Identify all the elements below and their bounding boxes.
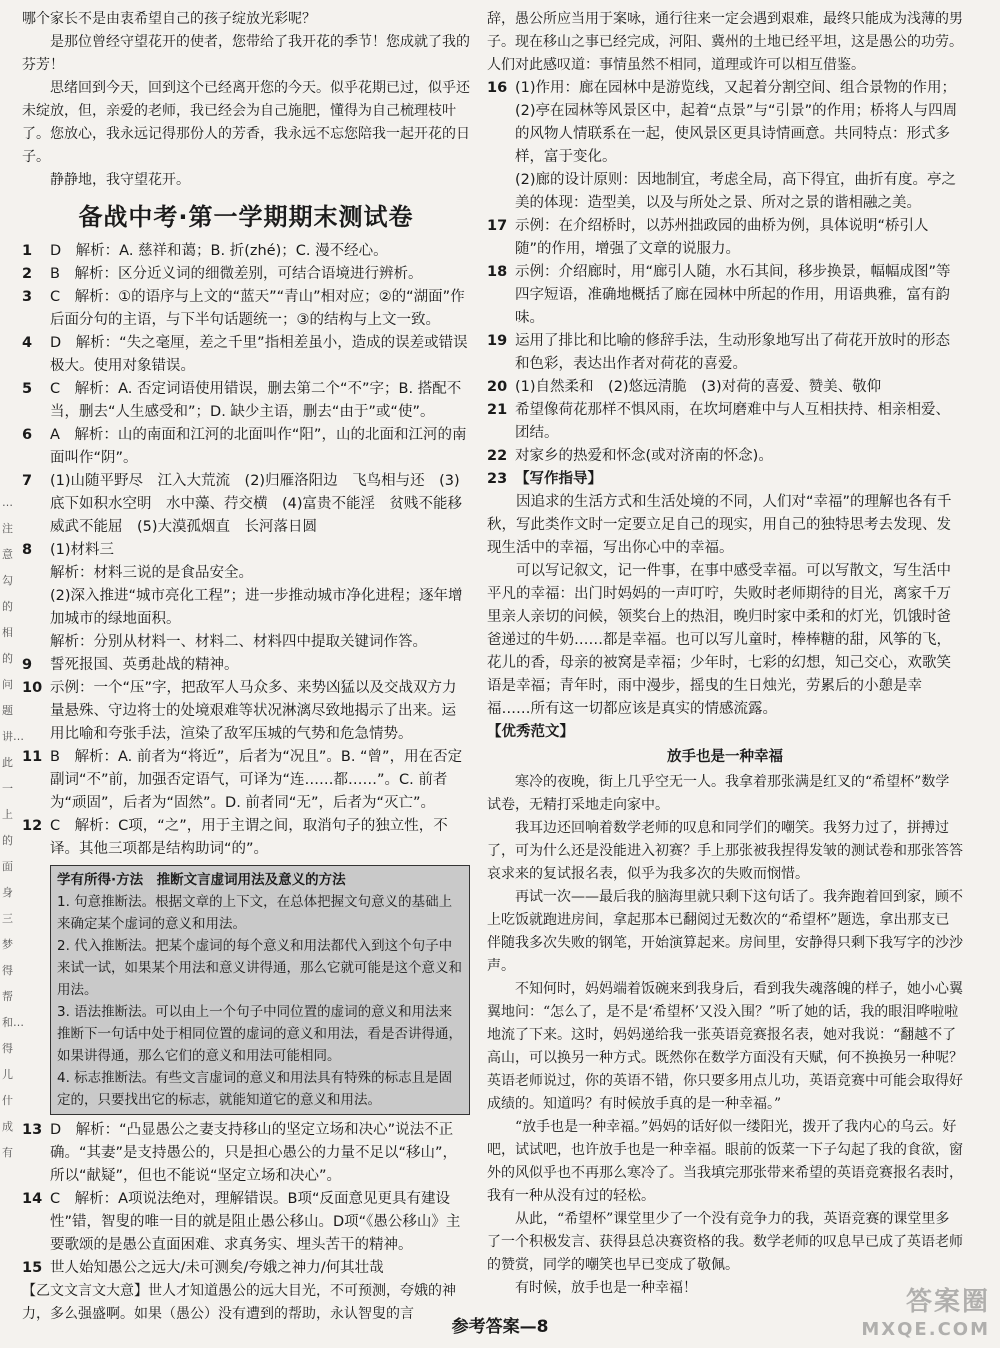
answer-text: 示例：介绍廊时，用“廊引人随，水石其间，移步换景，幅幅成图”等四字短语，准确地概括了廊在园林中所起的作用，用语典雅，富有韵味。 (515, 264, 951, 326)
answer-item (22, 585, 470, 631)
watermark-sub: MXQE.COM (861, 1319, 990, 1340)
answer-number: 19 (487, 333, 508, 349)
essay-para: 有时候，放手也是一种幸福！ (515, 1280, 697, 1296)
answer-number: 9 (22, 657, 33, 673)
answer-list-3 (487, 77, 963, 491)
answer-list (22, 240, 477, 861)
answer-text: C 解析：C项，“之”，用于主谓之间，取消句子的独立性，不译。其他三项都是结构助词“的”。 (50, 818, 448, 857)
intro-para: 哪个家长不是由衷希望自己的孩子绽放光彩呢？ (22, 11, 316, 27)
intro-para: 是那位曾经守望花开的使者，您带给了我开花的季节！您成就了我的芬芳！ (22, 34, 470, 73)
answer-text: C 解析：①的语序与上文的“蓝天”“青山”相对应；②的“湖面”作后面分句的主语，与下半句话题统一；③的结构与上文一致。 (50, 289, 465, 328)
answer-item (487, 215, 963, 261)
answer-item (487, 169, 963, 215)
answer-item (22, 378, 470, 424)
answer-text: C 解析：A项说法绝对，理解错误。B项“反面意见更具有建设性”错，智叟的唯一目的就是阻止愚公移山。D项“《愚公移山》主要歌颂的是愚公直面困难、求真务实、埋头苦干的精神。 (50, 1191, 461, 1253)
method-line: 3. 语法推断法。可以由上一个句子中同位置的虚词的意义和用法来推断下一句话中处于相同位置的虚词的意义和用法，看是否讲得通，如果讲得通，那么它们的意义和用法可能相同。 (57, 1004, 462, 1064)
answer-item (22, 332, 470, 378)
page-edge-text: …注意勾的相的问题讲…此一上的面身三梦得帮和…得儿什成有 (2, 496, 24, 1159)
translation-text: 【乙文文言文大意】世人才知道愚公的远大目光，不可预测，夸娥的神力，多么强盛啊。如果（愚公）没有遭到的帮助，永认智叟的言 (22, 1283, 456, 1322)
left-column (22, 8, 477, 1326)
answer-item (487, 330, 963, 376)
watermark-main: 答案圈 (905, 1287, 990, 1317)
answer-number: 11 (22, 749, 43, 765)
answer-text: 解析：分别从材料一、材料二、材料四中提取关键词作答。 (50, 634, 427, 650)
answer-text: 誓死报国、英勇赴战的精神。 (50, 657, 239, 673)
answer-number: 6 (22, 427, 33, 443)
answer-item (22, 240, 470, 263)
answer-item (22, 631, 470, 654)
answer-item (22, 263, 470, 286)
answer-text: 希望像荷花那样不惧风雨，在坎坷磨难中与人互相扶持、相亲相爱、团结。 (515, 402, 950, 441)
answer-text: D 解析：“失之毫厘，差之千里”指相差虽小，造成的误差或错误极大。使用对象错误。 (50, 335, 468, 374)
answer-number: 22 (487, 448, 508, 464)
answer-item (487, 468, 963, 491)
intro-passage (22, 8, 470, 192)
essay-para: 不知何时，妈妈端着饭碗来到我身后，看到我失魂落魄的样子，她小心翼翼地问：“怎么了，是不是‘希望杯’又没入围？”听了她的话，我的眼泪哗啦啦地流了下来。这时，妈妈递给我一张英语竞赛报名表，她对我说：“翻越不了高山，可以换另一种方式。既然你在数学方面没有天赋，何不换换另一种呢？英语老师说过，你的英语不错，你只要多用点儿功，英语竞赛中可能会取得好成绩的。知道吗？有时候放手真的是一种幸福。” (487, 981, 963, 1112)
answer-number: 14 (22, 1191, 43, 1207)
answer-item (487, 399, 963, 445)
answer-number: 21 (487, 402, 508, 418)
guide-para: 可以写记叙文，记一件事，在事中感受幸福。可以写散文，写生活中平凡的幸福：出门时妈妈的一声叮咛，失败时老师期待的目光，离家千万里亲人亲切的问候，领奖台上的热泪，晚归时家中柔和的灯光，饥饿时爸爸递过的牛奶……都是幸福。也可以写儿童时，棒棒糖的甜，风筝的飞，花儿的香，母亲的被窝是幸福；少年时，七彩的幻想，知己交心，欢歌笑语是幸福；青年时，雨中漫步，摇曳的生日烛光，劳累后的小憩是幸福……所有这一切都应该是真实的情感流露。 (487, 563, 951, 717)
answer-text: (2)廊的设计原则：因地制宜，考虑全局，高下得宜，曲折有度。亭之美的体现：造型美，以及与所处之景、所对之景的谐相融之美。 (515, 172, 957, 211)
answer-number (22, 631, 50, 654)
answer-number (487, 169, 515, 215)
essay-para: “放手也是一种幸福。”妈妈的话好似一缕阳光，拨开了我内心的乌云。好吧，试试吧，也许放手也是一种幸福。眼前的饭菜一下子勾起了我的食欲，窗外的风似乎也不再那么寒冷了。当我填完那张带来希望的英语竞赛报名表时，我有一种从没有过的轻松。 (487, 1119, 963, 1204)
answer-number: 4 (22, 335, 33, 351)
answer-item (22, 286, 470, 332)
answer-text: (1)作用：廊在园林中是游览线，又起着分割空间、组合景物的作用；(2)亭在园林等风景区中，起着“点景”与“引景”的作用；桥将人与四周的风物人情联系在一起，使风景区更具诗情画意。共同特点：形式多样，富于变化。 (515, 80, 958, 165)
answer-item (22, 470, 477, 539)
answer-number: 7 (22, 473, 33, 489)
answer-text: 运用了排比和比喻的修辞手法，生动形象地写出了荷花开放时的形态和色彩，表达出作者对荷花的喜爱。 (515, 333, 950, 372)
method-line: 2. 代入推断法。把某个虚词的每个意义和用法都代入到这个句子中来试一试，如果某个用法和意义讲得通，那么它就可能是这个意义和用法。 (57, 938, 462, 998)
answer-item (22, 815, 470, 861)
answer-text: (1)自然柔和 (2)悠远清脆 (3)对荷的喜爱、赞美、敬仰 (515, 379, 882, 395)
answer-number: 8 (22, 542, 33, 558)
answer-number: 1 (22, 243, 33, 259)
answer-number: 15 (22, 1260, 43, 1276)
answer-text: B 解析：区分近义词的细微差别，可结合语境进行辨析。 (50, 266, 423, 282)
answer-text: 解析：材料三说的是食品安全。 (50, 565, 253, 581)
answer-text: (2)深入推进“城市亮化工程”；进一步推动城市净化进程；逐年增加城市的绿地面积。 (50, 588, 463, 627)
method-box-heading: 学有所得·方法 推断文言虚词用法及意义的方法 (57, 872, 346, 888)
answer-item (487, 261, 963, 330)
answer-item (22, 1119, 470, 1188)
answer-number: 3 (22, 289, 33, 305)
writing-guide (487, 491, 963, 721)
answer-text: 【写作指导】 (515, 471, 602, 487)
answer-number (22, 585, 50, 631)
section-title: 备战中考·第一学期期末测试卷 (78, 203, 414, 231)
answer-list-2 (22, 1119, 470, 1280)
translation-continued: 辞，愚公所应当用于案咏，通行往来一定会遇到艰难，最终只能成为浅薄的男子。现在移山之事已经完成，河阳、冀州的土地已经平坦，这是愚公的功劳。人们对此感叹道：事情虽然不相同，道理或许可以相互借鉴。 (487, 11, 963, 73)
answer-item (22, 539, 470, 562)
method-line: 1. 句意推断法。根据文章的上下文，在总体把握文句意义的基础上来确定某个虚词的意义和用法。 (57, 894, 453, 932)
answer-text: D 解析：“凸显愚公之妻支持移山的坚定立场和决心”说法不正确。“其妻”是支持愚公的，只是担心愚公的力量不足以“移山”，所以“献疑”，但也不能说“坚定立场和决心”。 (50, 1122, 458, 1184)
answer-number: 16 (487, 80, 508, 96)
guide-para: 因追求的生活方式和生活处境的不同，人们对“幸福”的理解也各有千秋，写此类作文时一定要立足自己的现实，用自己的独特思考去发现、发现生活中的幸福，写出你心中的幸福。 (487, 494, 952, 556)
answer-item (487, 376, 963, 399)
answer-item (22, 1188, 470, 1257)
essay-para: 我耳边还回响着数学老师的叹息和同学们的嘲笑。我努力过了，拼搏过了，可为什么还是没能进入初赛？手上那张被我捏得发皱的测试卷和那张答答哀求来的复试报名表，似乎为我多次的失败而悯惜。 (487, 820, 963, 882)
answer-item (22, 562, 470, 585)
answer-item (22, 1257, 470, 1280)
answer-number: 13 (22, 1122, 43, 1138)
answer-item (22, 677, 470, 746)
answer-number: 20 (487, 379, 508, 395)
answer-text: (1)材料三 (50, 542, 115, 558)
answer-text: 示例：一个“压”字，把敌军人马众多、来势凶猛以及交战双方力量悬殊、守边将士的处境艰难等状况淋漓尽致地揭示了出来。运用比喻和夸张手法，渲染了敌军压城的气势和危急情势。 (50, 680, 457, 742)
answer-text: D 解析：A. 慈祥和蔼；B. 折(zhé)；C. 漫不经心。 (50, 243, 388, 259)
answer-item (22, 746, 470, 815)
essay-body (487, 771, 963, 1300)
answer-item (22, 654, 470, 677)
answer-number: 17 (487, 218, 508, 234)
answer-text: 世人始知愚公之远大/未可测矣/夸娥之神力/何其壮哉 (50, 1260, 384, 1276)
answer-text: 示例：在介绍桥时，以苏州拙政园的曲桥为例，具体说明“桥引人随”的作用，增强了文章的说服力。 (515, 218, 929, 257)
intro-para: 思绪回到今天，回到这个已经离开您的今天。似乎花期已过，似乎还未绽放，但，亲爱的老师，我已经会为自己施肥，懂得为自己梳理枝叶了。您放心，我永远记得那份人的芳香，我永远不忘您陪我一起开花的日子。 (22, 80, 470, 165)
essay-para: 再试一次——最后我的脑海里就只剩下这句话了。我奔跑着回到家，顾不上吃饭就跑进房间，拿起那本已翻阅过无数次的“希望杯”题选，拿出那支已伴随我多次失败的钢笔，开始演算起来。房间里，安静得只剩下我写字的沙沙声。 (487, 889, 963, 974)
answer-text: B 解析：A. 前者为“将近”，后者为“况且”。B. “曾”，用在否定副词“不”前，加强否定语气，可译为“连……都……”。C. 前者为“顽固”，后者为“固然”。D. 前者同“无”，后者为“灭亡”。 (50, 749, 463, 811)
answer-text: A 解析：山的南面和江河的北面叫作“阳”，山的北面和江河的南面叫作“阴”。 (50, 427, 467, 466)
intro-para: 静静地，我守望花开。 (50, 172, 190, 188)
answer-number: 23 (487, 471, 508, 487)
method-box (50, 865, 470, 1115)
answer-number: 12 (22, 818, 43, 834)
answer-number: 5 (22, 381, 33, 397)
answer-item (487, 445, 963, 468)
right-column (487, 8, 963, 1300)
answer-number: 10 (22, 680, 43, 696)
answer-number: 18 (487, 264, 508, 280)
answer-item (487, 77, 963, 169)
answer-text: (1)山随平野尽 江入大荒流 (2)归雁洛阳边 飞鸟相与还 (3)底下如积水空明 水中藻、荇交横 (4)富贵不能淫 贫贱不能移 威武不能屈 (5)大漠孤烟直 长河落日圆 (50, 473, 477, 535)
essay-title: 放手也是一种幸福 (667, 749, 783, 765)
answer-item (22, 424, 470, 470)
essay-para: 从此，“希望杯”课堂里少了一个没有竞争力的我，英语竞赛的课堂里多了一个积极发言、获得县总决赛资格的我。数学老师的叹息早已成了英语老师的赞赏，同学的嘲笑也早已变成了敬佩。 (487, 1211, 963, 1273)
essay-para: 寒冷的夜晚，街上几乎空无一人。我拿着那张满是红叉的“希望杯”数学试卷，无精打采地走向家中。 (487, 774, 950, 813)
answer-number (22, 562, 50, 585)
page-footer: 参考答案—8 (451, 1317, 549, 1337)
answer-number: 2 (22, 266, 33, 282)
essay-label: 【优秀范文】 (487, 724, 574, 740)
answer-text: 对家乡的热爱和怀念(或对济南的怀念)。 (515, 448, 773, 464)
method-line: 4. 标志推断法。有些文言虚词的意义和用法具有特殊的标志且是固定的，只要找出它的标志，就能知道它的意义和用法。 (57, 1070, 453, 1108)
answer-text: C 解析：A. 否定词语使用错误，删去第二个“不”字；B. 搭配不当，删去“人生感受和”；D. 缺少主语，删去“由于”或“使”。 (50, 381, 462, 420)
watermark-logo (861, 1288, 990, 1344)
